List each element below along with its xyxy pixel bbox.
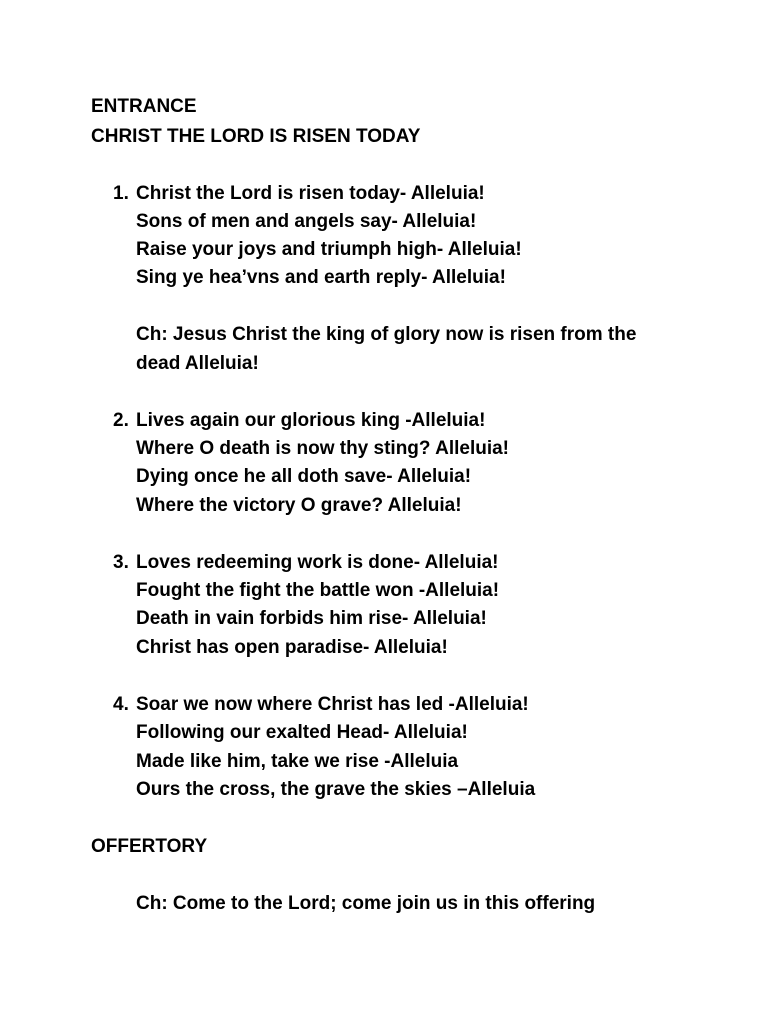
verse-line: Sons of men and angels say- Alleluia! <box>136 211 477 232</box>
verse-line: Christ has open paradise- Alleluia! <box>136 637 448 658</box>
verse-line: Raise your joys and triumph high- Alleluia! <box>136 239 522 260</box>
offertory-label: OFFERTORY <box>91 836 208 857</box>
verse-number: 1. <box>113 183 129 204</box>
verse-line: Lives again our glorious king -Alleluia! <box>136 410 486 431</box>
offertory-chorus: Ch: Come to the Lord; come join us in this offering <box>136 893 596 914</box>
verse-line: Fought the fight the battle won -Alleluia! <box>136 580 500 601</box>
verse-line: Soar we now where Christ has led -Alleluia! <box>136 694 529 715</box>
verse-line: Loves redeeming work is done- Alleluia! <box>136 552 499 573</box>
verse-number: 4. <box>113 694 129 715</box>
verse-line: Following our exalted Head- Alleluia! <box>136 722 468 743</box>
verse-line: Dying once he all doth save- Alleluia! <box>136 466 472 487</box>
chorus-line: Ch: Jesus Christ the king of glory now is risen from the <box>136 324 637 345</box>
entrance-label: ENTRANCE <box>91 96 197 117</box>
verse-line: Where O death is now thy sting? Alleluia! <box>136 438 509 459</box>
verse-number: 3. <box>113 552 129 573</box>
verse-line: Death in vain forbids him rise- Alleluia! <box>136 608 487 629</box>
chorus-line: dead Alleluia! <box>136 353 259 374</box>
verse-line: Ours the cross, the grave the skies –Alleluia <box>136 779 536 800</box>
verse-line: Sing ye hea’vns and earth reply- Alleluia! <box>136 267 506 288</box>
verse-line: Made like him, take we rise -Alleluia <box>136 751 459 772</box>
verse-line: Christ the Lord is risen today- Alleluia! <box>136 183 485 204</box>
hymn-title: CHRIST THE LORD IS RISEN TODAY <box>91 126 421 147</box>
verse-number: 2. <box>113 410 129 431</box>
verse-line: Where the victory O grave? Alleluia! <box>136 495 462 516</box>
